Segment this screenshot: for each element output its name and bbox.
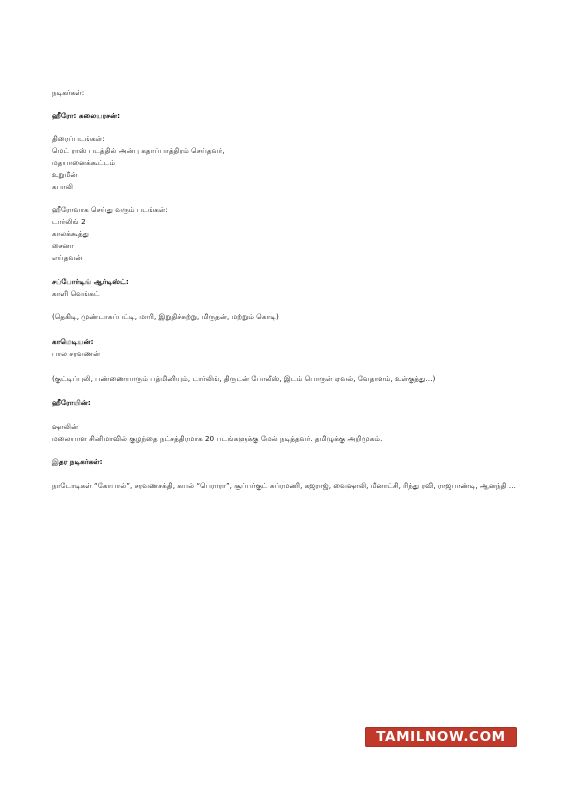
hero-heading: ஹீரோ: கலையரசன்: (52, 111, 120, 120)
heroine-bio: மலையாள சினிமாவில் குழந்தை நட்சத்திரமாக 20 படங்களுக்கு மேல் நடித்தவர். தமிழுக்கு அறிமுகம். (52, 434, 383, 443)
cast-heading: நடிகர்கள்: (52, 88, 85, 97)
hero-films-label: திரைப்படங்கள்: (52, 134, 105, 143)
supporting-heading: சப்போர்டிங் ஆர்டிஸ்ட்: (52, 277, 129, 286)
tamilnow-watermark-logo: TAMILNOW.COM (365, 727, 517, 747)
others-list: நாடோடிகள் “கோபால்”, சரவணசக்தி, கயல் “பெராரா”, சூப்பர்குட் சுப்ரமணி, கஜராஜ், வைஷாலி, மீனாட்சி, ரிந்து ரவி, ராஜபாண்டி, ஆனந்தி … (52, 481, 516, 490)
hero-upcoming-item: காலக்கூத்து (52, 229, 90, 238)
hero-film-item: உறுமீன் (52, 170, 78, 179)
comedian-films: (குட்டிப்புலி, பண்ணையாரும் பத்மினியும், டார்லிங், திருடன் போலீஸ், இடம் பொருள் ஏவல், வேதாளம், உள்குத்து…) (52, 374, 436, 383)
hero-film-item: மெட் ராஸ் படத்தில் அன்பு கதாப்பாத்திரம் செய்தவர், (52, 146, 225, 155)
comedian-name: பால சரவணன் (52, 349, 101, 358)
comedian-heading: காமெடியன்: (52, 337, 94, 346)
others-heading: இதர நடிகர்கள்: (52, 457, 103, 466)
hero-upcoming-item: சைனா (52, 241, 74, 250)
heroine-name: ஷாலின் (52, 422, 79, 431)
supporting-films: (தெகிடி, முண்டாசுப்பட்டி, மாரி, இறுதிச்சுற்று, மிருதன், மற்றும் கொடி) (52, 312, 279, 321)
hero-film-item: மதயானைக்கூட்டம் (52, 158, 116, 167)
hero-upcoming-item: எய்தவன் (52, 253, 83, 262)
hero-film-item: கபாலி (52, 182, 74, 191)
supporting-name: காளி வெங்கட் (52, 289, 100, 298)
heroine-heading: ஹீரோயின்: (52, 398, 91, 407)
hero-upcoming-item: டார்லிங் 2 (52, 217, 86, 226)
hero-upcoming-label: ஹீரோவாக செய்து வரும் படங்கள்: (52, 205, 168, 214)
